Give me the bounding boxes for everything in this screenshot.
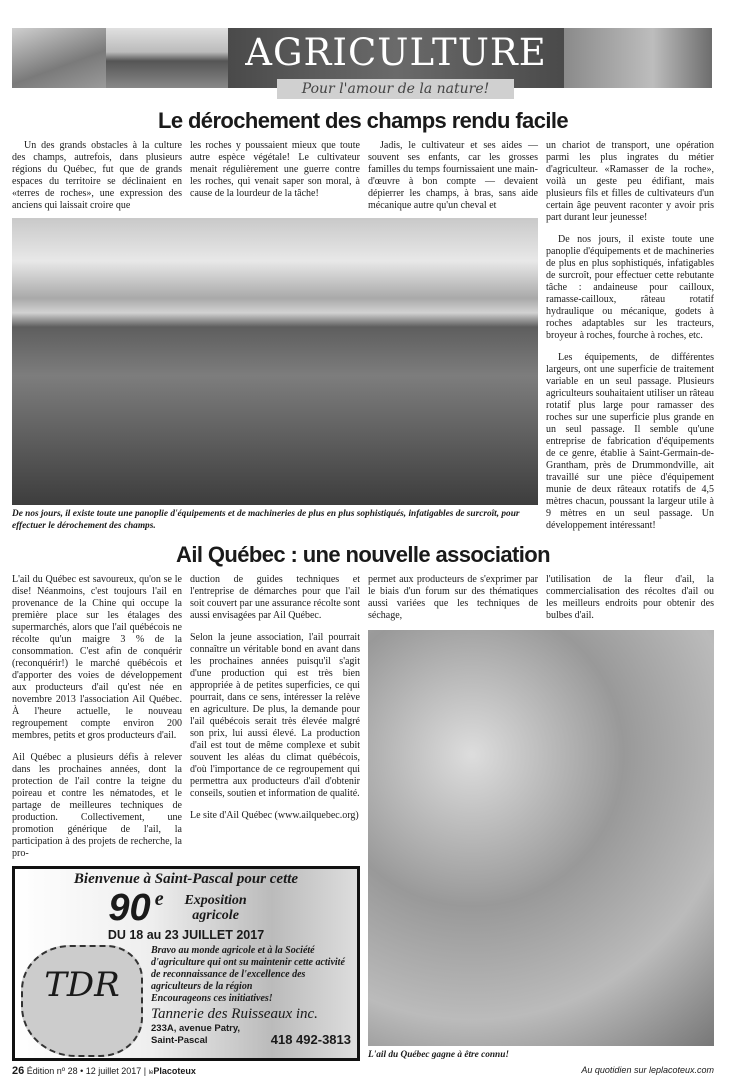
paragraph: duction de guides techniques et l'entreprise de démarches pour que l'ail soit couvert par une assurance récolte sont aussi envisagées par Ail Québec. [190,574,360,621]
paragraph: Ail Québec a plusieurs défis à relever dans les prochaines années, dont la protection de l'ail contre la teigne du poireau et contre les nématodes, et le partage de meilleures techniques de production. Collectivement, une promotion générique de l'ail, la participation à des projets de recherche, la pro- [12,752,182,859]
footer-site: Au quotidien sur leplacoteux.com [581,1065,714,1075]
paragraph: Les équipements, de différentes largeurs, ont une superficie de traitement variable en un seul passage. Plusieurs agriculteurs souhaitaient utiliser un râteau rotatif plus large pour ramasser des roches sur une superficie plus grande en un seul passage. Il semble qu'une entreprise de fabrication d'équipements de ce genre, établie à Saint-Germain-de-Grantham, près de Drummondville, ait travaillé sur une pièce d'équipement munie de deux râteaux rotatifs de 4,5 mètres chacun, poussant la largeur utile à 9 mètres en un seul passage. Un développement intéressant! [546,352,714,531]
page-content [12,104,714,1077]
ad-text [151,945,351,1057]
paragraph: L'ail du Québec est savoureux, qu'on se le dise! Néanmoins, c'est toujours l'ail en provenance de la Chine qui occupe la première place sur les étalages des supermarchés, alors que l'ail québécois ne récolte qu'un maigre 3 % de la consommation. C'est afin de conquérir (reconquérir!) le marché québécois et d'apporter des voies de développement aux producteurs d'ail qu'est née en novembre 2013 l'association Ail Québec. À l'heure actuelle, le nouveau regroupement compte environ 200 membres, petits et gros producteurs d'ail. [12,574,182,741]
footer [12,1065,714,1077]
footer-left [12,1065,196,1077]
garlic-photo [368,630,714,1046]
ad-sup: e [154,888,164,910]
advertisement [12,866,360,1061]
paragraph: De nos jours, il existe toute une panoplie d'équipements et de machineries de plus en plus sophistiqués, infatigables de surcroît, pour effectuer cette rebutante tâche : andaineuse pour cailloux, ramasse-cailloux, râteau rotatif hydraulique ou mécanique, godets à roches adaptables sur les tracteurs, broyeur à roches, fourche à roches, etc. [546,234,714,341]
article1-headline: Le dérochement des champs rendu facile [157,108,568,133]
article2-col4 [546,574,714,622]
brand-prefix: le [148,1070,154,1076]
tdr-logo: TDR [21,945,143,1057]
article1-caption: De nos jours, il existe toute une panoplie d'équipements et de machineries de plus en plus sophistiqués, infatigables de surcroît, pour effectuer le dérochement des champs. [12,509,520,531]
ad-address2: Saint-Pascal [151,1035,208,1046]
edition-info: Édition nº 28 • 12 juillet 2017 | [26,1066,147,1076]
page-number: 26 [12,1065,25,1077]
ad-company: Tannerie des Ruisseaux inc. [151,1006,318,1022]
article1-col1 [12,140,182,212]
ad-address-block [151,1023,351,1047]
article2-left [12,574,360,1061]
farmer-photo [564,28,712,88]
paragraph: permet aux producteurs de s'exprimer par le biais d'un forum sur des thématiques aussi variées que les techniques de séchage, [368,574,538,621]
rooster-photo [12,28,106,88]
ad-number: 90 [108,887,151,929]
ad-address1: 233A, avenue Patry, [151,1023,241,1034]
ad-bottom [21,945,351,1057]
paragraph: Un des grands obstacles à la culture des champs, autrefois, dans plusieurs régions du Québec, fut que de grands espaces du territoire se déclinaient en «terres de roches», une expression des anciens qui laissait croire que [12,140,182,211]
ad-dates: DU 18 au 23 JUILLET 2017 [107,928,265,942]
paragraph: Selon la jeune association, l'ail pourrait connaître un véritable bond en avant dans les prochaines années puisqu'il s'agit d'une production qui est très bien appropriée à de petites superficies, ce qui pourrait, dans ce sens, intéresser la relève en agriculture. De plus, la demande pour l'ail québécois serait très élevée malgré son prix, lui aussi élevé. La production d'ail est tout de même complexe et subit souvent les aléas du climat québécois, d'où l'importance de ce regroupement qui permettra aux producteurs d'ail d'obtenir conseils, soutien et information de qualité. [190,632,360,799]
article1-col2 [190,140,360,200]
article2-right [368,574,714,1061]
paragraph: les roches y poussaient mieux que toute autre espèce végétale! Le cultivateur menait régulièrement une guerre contre les roches, qui venait saper son moral, à cause de la lourdeur de la tâche! [190,140,360,199]
ad-message: Bravo au monde agricole et à la Société d'agriculture qui ont su maintenir cette activité de reconnaissance de l'excellence des agriculteurs de la région [151,945,345,992]
article1 [12,140,714,532]
ad-expo-line [21,888,351,928]
paragraph: un chariot de transport, une opération parmi les plus ingrates du métier d'agriculteur. «Ramasser de la roche», voilà un geste peu édifiant, mais plusieurs fils et filles de cultivateurs d'un certain âge peuvent raconter y avoir pris part durant leur jeunesse! [546,140,714,223]
ad-address [151,1023,240,1047]
article2-col2 [190,574,360,822]
article1-left [12,140,538,532]
section-subtitle: Pour l'amour de la nature! [277,79,514,99]
paragraph: l'utilisation de la fleur d'ail, la commercialisation des récoltes d'ail ou les meilleurs endroits pour obtenir des bulbes d'ail. [546,574,714,621]
article2-columns-left [12,574,360,860]
article1-col4 [546,140,714,532]
ad-expo: Exposition agricole [184,893,247,923]
farm-photo [106,28,228,88]
article2-caption: L'ail du Québec gagne à être connu! [368,1050,510,1060]
brand-name: Placoteux [153,1066,196,1076]
field-photo [12,218,538,505]
article2-columns-right [368,574,714,622]
article2 [12,574,714,1061]
article1-col3 [368,140,538,212]
section-title: AGRICULTURE [245,31,547,74]
ad-encourage: Encourageons ces initiatives! [151,993,273,1004]
article2-col3 [368,574,538,622]
article1-columns [12,140,538,212]
paragraph: Le site d'Ail Québec (www.ailquebec.org) [190,810,359,821]
ad-welcome: Bienvenue à Saint-Pascal pour cette [73,871,299,887]
paragraph: Jadis, le cultivateur et ses aides — souvent ses enfants, car les grosses familles du temps fournissaient une main-d'œuvre à bon compte — devaient dépierrer les champs, à bras, sans aide mécanique autre qu'un cheval et [368,140,538,211]
article2-col1 [12,574,182,860]
article2-headline: Ail Québec : une nouvelle association [176,542,550,567]
ad-phone: 418 492-3813 [270,1032,351,1047]
